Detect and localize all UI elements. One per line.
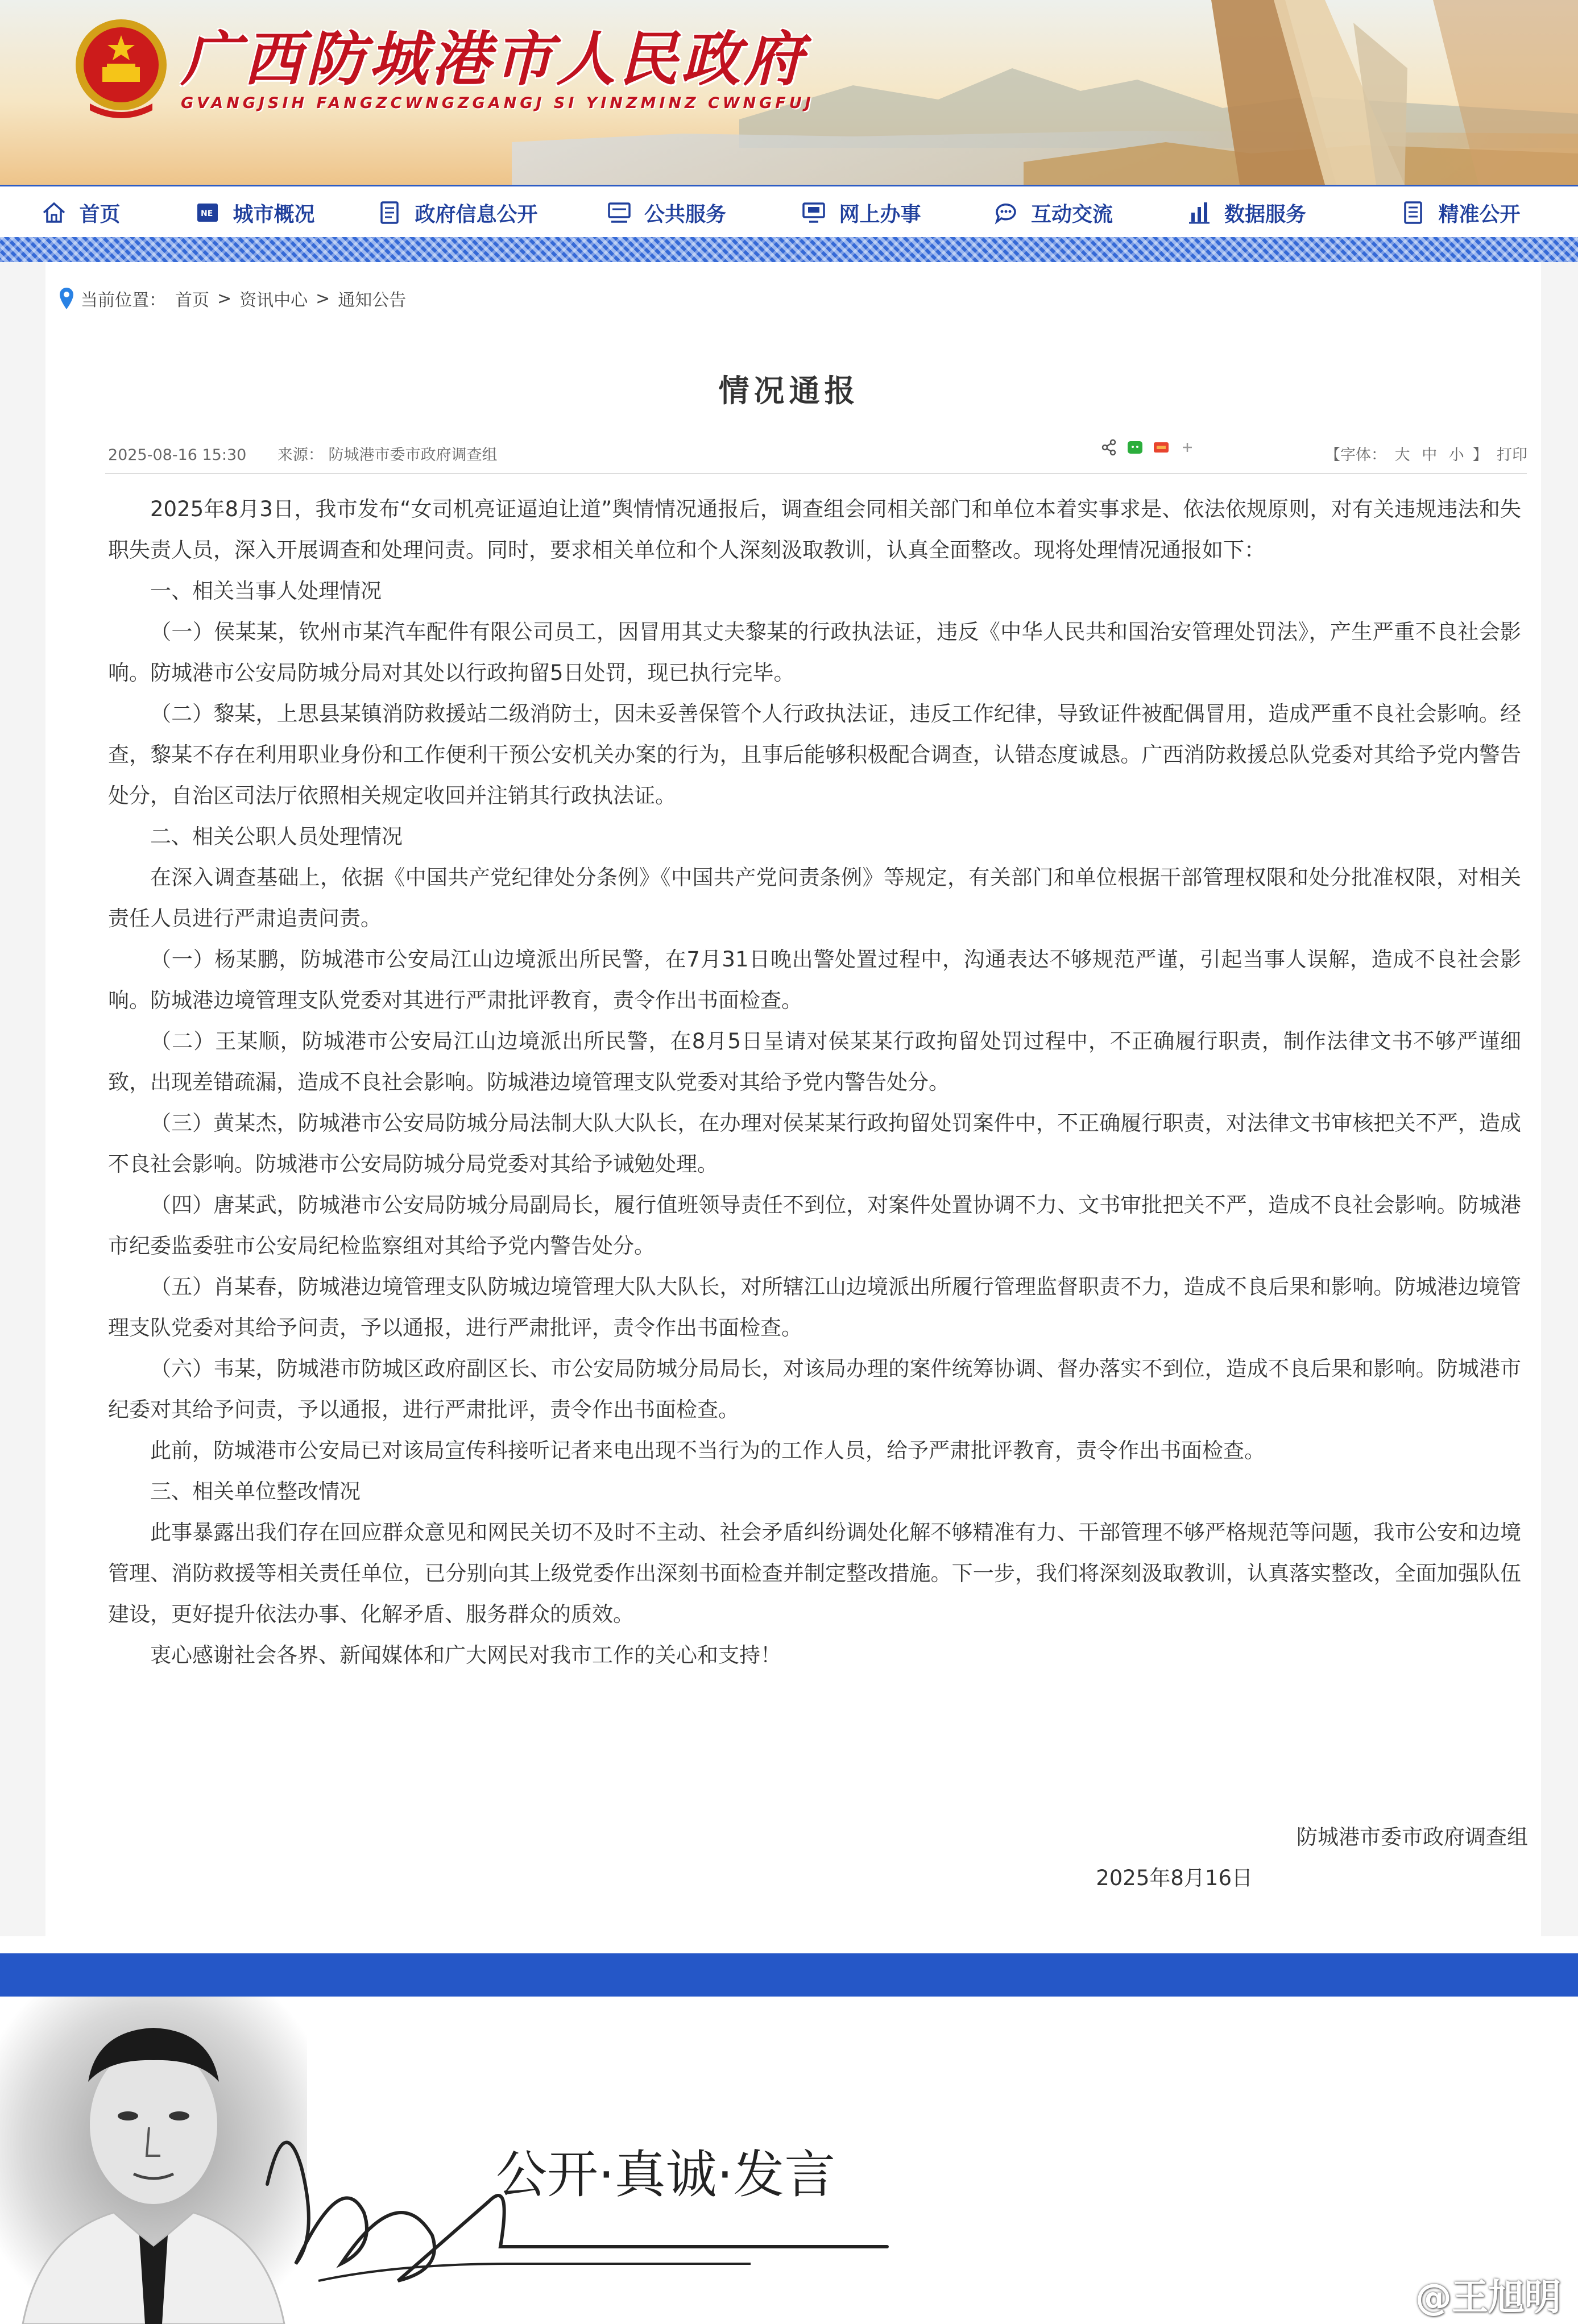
- breadcrumb-news-center[interactable]: 资讯中心: [239, 290, 308, 310]
- paragraph-closing: 衷心感谢社会各界、新闻媒体和广大网民对我市工作的关心和支持！: [150, 1643, 781, 1667]
- paragraph-intro: 2025年8月3日，我市发布“女司机亮证逼迫让道”舆情情况通报后，调查组会同相关部门和单位本着实事求是、依法依规原则，对有关违规违法和失职失责人员，深入开展调查和处理问责。同时，要求相关单位和个人深刻汲取教训，认真全面整改。现将处理情况通报如下：: [108, 497, 1521, 562]
- share-icon[interactable]: [1100, 439, 1117, 456]
- article-title: 情况通报: [718, 373, 860, 409]
- city-icon: [195, 200, 220, 225]
- font-size-medium[interactable]: 中: [1422, 446, 1438, 464]
- list-icon: [1401, 200, 1426, 225]
- signature-block: [1096, 1817, 1528, 1899]
- nav-item-home[interactable]: [0, 186, 162, 239]
- nav-label: 城市概况: [233, 202, 315, 226]
- paragraph: （二）黎某，上思县某镇消防救援站二级消防士，因未妥善保管个人行政执法证，违反工作纪律，导致证件被配偶冒用，造成严重不良社会影响。经查，黎某不存在利用职业身份和工作便利干预公安机关办案的行为，且事后能够积极配合调查，认错态度诚恳。广西消防救援总队党委对其给予党内警告处分，自治区司法厅依照相关规定收回并注销其行政执法证。: [108, 702, 1521, 808]
- nav-label: 互动交流: [1030, 202, 1113, 226]
- paragraph: （五）肖某春，防城港边境管理支队防城边境管理大队大队长，对所辖江山边境派出所履行管理监督职责不力，造成不良后果和影响。防城港边境管理支队党委对其给予问责，予以通报，进行严肃批评，责令作出书面检查。: [108, 1275, 1521, 1340]
- breadcrumb: [58, 286, 406, 311]
- article-source: 来源： 防城港市委市政府调查组: [277, 446, 498, 464]
- nav-label: 数据服务: [1224, 202, 1306, 226]
- signature-org: 防城港市委市政府调查组: [1297, 1825, 1528, 1849]
- national-emblem-icon: [67, 13, 175, 121]
- paragraph: 此事暴露出我们存在回应群众意见和网民关切不及时不主动、社会矛盾纠纷调处化解不够精准有力、干部管理不够严格规范等问题，我市公安和边境管理、消防救援等相关责任单位，已分别向其上级党委作出深刻书面检查并制定整改措施。下一步，我们将深刻汲取教训，认真落实整改，全面加强队伍建设，更好提升依法办事、化解矛盾、服务群众的质效。: [108, 1520, 1521, 1626]
- paragraph: 此前，防城港市公安局已对该局宣传科接听记者来电出现不当行为的工作人员，给予严肃批评教育，责令作出书面检查。: [150, 1438, 1265, 1463]
- footer-band: [0, 1953, 1578, 1997]
- nav-label: 公共服务: [644, 202, 726, 226]
- site-subtitle: GVANGJSIH FANGZCWNGZGANGJ SI YINZMINZ CWNGFUJ: [181, 94, 814, 112]
- font-size-end: 】: [1472, 446, 1488, 464]
- header-banner: [0, 0, 1578, 185]
- nav-item-data-service[interactable]: [1150, 186, 1343, 239]
- nav-label: 网上办事: [839, 202, 921, 226]
- weibo-watermark: @王旭明: [1415, 2277, 1561, 2319]
- font-size-large[interactable]: 大: [1394, 446, 1410, 464]
- home-icon: [42, 200, 67, 225]
- nav-item-gov-info[interactable]: [348, 186, 567, 239]
- section-heading-1: 一、相关当事人处理情况: [150, 579, 382, 603]
- paragraph: 在深入调查基础上，依据《中国共产党纪律处分条例》《中国共产党问责条例》等规定，有关部门和单位根据干部管理权限和处分批准权限，对相关责任人员进行严肃追责问责。: [108, 865, 1521, 931]
- breadcrumb-separator: >: [217, 288, 232, 309]
- data-icon: [1187, 200, 1212, 225]
- paragraph: （一）侯某某，钦州市某汽车配件有限公司员工，因冒用其丈夫黎某的行政执法证，违反《中华人民共和国治安管理处罚法》，产生严重不良社会影响。防城港市公安局防城分局对其处以行政拘留5日处罚，现已执行完毕。: [108, 620, 1521, 685]
- chat-icon: [993, 200, 1018, 225]
- nav-item-city-overview[interactable]: [162, 186, 348, 239]
- font-size-label: 【字体：: [1325, 446, 1386, 464]
- paragraph: （四）唐某武，防城港市公安局防城分局副局长，履行值班领导责任不到位，对案件处置协调不力、文书审批把关不严，造成不良社会影响。防城港市纪委监委驻市公安局纪检监察组对其给予党内警告处分。: [108, 1193, 1521, 1258]
- article-meta: [108, 442, 524, 464]
- paragraph: （一）杨某鹏，防城港市公安局江山边境派出所民警，在7月31日晚出警处置过程中，沟通表达不够规范严谨，引起当事人误解，造成不良社会影响。防城港边境管理支队党委对其进行严肃批评教育，责令作出书面检查。: [108, 947, 1521, 1012]
- paragraph: （三）黄某杰，防城港市公安局防城分局法制大队大队长，在办理对侯某某行政拘留处罚案件中，不正确履行职责，对法律文书审核把关不严，造成不良社会影响。防城港市公安局防城分局党委对其给予诫勉处理。: [108, 1111, 1521, 1176]
- nav-pattern-strip: [0, 237, 1578, 262]
- meta-divider: [105, 473, 1527, 474]
- site-title: 广西防城港市人民政府: [181, 24, 807, 94]
- signature-date: 2025年8月16日: [1096, 1866, 1253, 1890]
- nav-item-public-service[interactable]: [567, 186, 766, 239]
- font-size-selector: [1325, 442, 1488, 464]
- service-icon: [607, 200, 632, 225]
- print-button[interactable]: 打印: [1497, 446, 1527, 464]
- location-pin-icon: [58, 287, 75, 310]
- more-icon[interactable]: [1179, 439, 1196, 456]
- nav-item-precise-disclosure[interactable]: [1343, 186, 1578, 239]
- paragraph: （二）王某顺，防城港市公安局江山边境派出所民警，在8月5日呈请对侯某某行政拘留处罚过程中，不正确履行职责，制作法律文书不够严谨细致，出现差错疏漏，造成不良社会影响。防城港边境管理支队党委对其给予党内警告处分。: [108, 1029, 1521, 1094]
- section-heading-2: 二、相关公职人员处理情况: [150, 824, 403, 849]
- nav-item-interaction[interactable]: [956, 186, 1150, 239]
- article-body: [108, 489, 1521, 1676]
- breadcrumb-separator: >: [316, 288, 330, 309]
- author-signature-area: [0, 1997, 1578, 2324]
- breadcrumb-prefix: 当前位置：: [81, 290, 166, 310]
- breadcrumb-notices[interactable]: 通知公告: [338, 290, 407, 310]
- nav-item-online-service[interactable]: [766, 186, 956, 239]
- nav-label: 首页: [79, 202, 121, 226]
- monitor-icon: [801, 200, 826, 225]
- section-heading-3: 三、相关单位整改情况: [150, 1479, 361, 1504]
- paragraph: （六）韦某，防城港市防城区政府副区长、市公安局防城分局局长，对该局办理的案件统筹协调、督办落实不到位，造成不良后果和影响。防城港市纪委对其给予问责，予以通报，进行严肃批评，责令作出书面检查。: [108, 1356, 1521, 1422]
- nav-label: 精准公开: [1438, 202, 1521, 226]
- weibo-icon[interactable]: [1153, 439, 1170, 456]
- main-nav: [0, 185, 1578, 239]
- font-size-small[interactable]: 小: [1448, 446, 1464, 464]
- footer-slogan: 公开·真诚·发言: [496, 2145, 836, 2205]
- wechat-icon[interactable]: [1126, 439, 1144, 456]
- share-tools: [1100, 439, 1196, 456]
- svg-text:NE: NE: [201, 209, 213, 218]
- document-icon: [377, 200, 402, 225]
- publish-date: 2025-08-16 15:30: [108, 446, 247, 464]
- breadcrumb-home[interactable]: 首页: [175, 290, 209, 310]
- nav-label: 政府信息公开: [415, 202, 538, 226]
